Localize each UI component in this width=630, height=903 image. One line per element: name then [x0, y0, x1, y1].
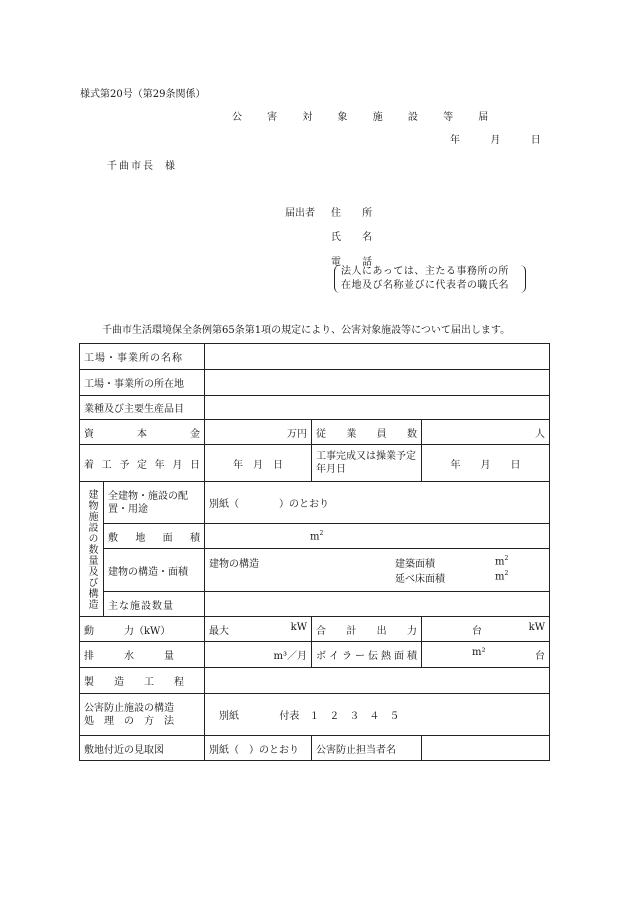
table-row — [80, 668, 550, 694]
table-row — [80, 445, 550, 482]
notifier-label: 届出者 — [285, 208, 315, 219]
total-output-kw: kW — [528, 621, 545, 633]
table-row — [80, 396, 550, 420]
structure-content — [209, 555, 545, 585]
floor-area-unit: $m^2$ — [495, 570, 509, 583]
floor-area-label: 延べ床面積 — [395, 574, 445, 585]
addressee-name: 千曲市長 — [107, 161, 155, 172]
manager-field[interactable] — [422, 736, 550, 761]
drainage-label: 排 水 量 — [80, 642, 205, 668]
corporate-note — [334, 265, 526, 293]
site-area-label: 敷 地 面 積 — [104, 524, 205, 549]
main-facilities-field[interactable] — [205, 592, 550, 617]
building-area-label: 建築面積 — [395, 559, 435, 570]
form-number: 様式第20号（第29条関係） — [80, 89, 206, 100]
pollution-label-line1: 公害防止施設の構造 — [84, 702, 174, 714]
total-output-units: 台 — [472, 625, 482, 637]
capital-field[interactable] — [205, 420, 312, 445]
addressee-honorific: 様 — [165, 161, 177, 172]
addressee — [107, 157, 177, 172]
process-label: 製 造 工 程 — [80, 668, 205, 694]
structure-field[interactable] — [205, 549, 550, 592]
date-year: 年 — [450, 135, 460, 146]
pollution-prevention-field[interactable] — [205, 694, 550, 736]
boiler-label: ボイラー伝熱面積 — [312, 642, 422, 668]
intro-text: 千曲市生活環境保全条例第65条第1項の規定により、公害対象施設等について届出します。 — [102, 325, 511, 336]
completion-date-value: 年 月 日 — [450, 459, 521, 471]
notifier-address-label: 住 所 — [331, 208, 382, 219]
manager-label: 公害防止担当者名 — [312, 736, 422, 761]
table-row — [80, 482, 550, 524]
site-map-value: 別紙（ ）のとおり — [209, 744, 299, 756]
pollution-prevention-label — [80, 694, 205, 736]
layout-value: 別紙（ ）のとおり — [209, 499, 329, 510]
building-area-unit: $m^2$ — [495, 555, 509, 568]
table-row — [80, 642, 550, 668]
table-row — [80, 736, 550, 761]
table-row — [80, 524, 550, 549]
corporate-note-line2: 在地及び名称並びに代表者の職氏名 — [341, 280, 509, 291]
pollution-label-line2: 処 理 の 方 法 — [84, 715, 174, 727]
site-map-label: 敷地付近の見取図 — [80, 736, 205, 761]
power-unit: kW — [290, 621, 307, 633]
layout-label: 全建物・施設の配置・用途 — [104, 482, 205, 524]
notifier-phone-label: 電 話 — [331, 257, 382, 268]
business-type-field[interactable] — [205, 396, 550, 420]
factory-location-label: 工場・事業所の所在地 — [80, 370, 205, 396]
start-date-value: 年 月 日 — [233, 459, 283, 471]
start-date-label: 着工予定年月日 — [80, 445, 205, 482]
table-row — [80, 370, 550, 396]
facility-form-table — [79, 343, 550, 761]
separate-sheet-label: 別紙 — [219, 711, 239, 722]
power-field[interactable] — [205, 617, 312, 642]
date-month: 月 — [490, 135, 501, 146]
boiler-count: 台 — [535, 651, 545, 662]
site-area-unit: m — [310, 531, 320, 543]
process-field[interactable] — [205, 668, 550, 694]
table-row — [80, 549, 550, 592]
power-label: 動 力（kW） — [80, 617, 205, 642]
corporate-note-line1: 法人にあっては、主たる事務所の所 — [341, 266, 509, 277]
capital-label: 資 本 金 — [80, 420, 205, 445]
site-area-field[interactable]: $m^2$ — [205, 524, 550, 549]
notifier-name-label: 氏 名 — [331, 232, 382, 243]
boiler-field[interactable] — [422, 642, 550, 668]
layout-field[interactable] — [205, 482, 550, 524]
total-output-field[interactable] — [422, 617, 550, 642]
boiler-unit: m² — [472, 647, 486, 658]
table-row — [80, 344, 550, 370]
employees-unit: 人 — [535, 428, 545, 440]
employees-label: 従 業 員 数 — [312, 420, 422, 445]
factory-name-field[interactable] — [205, 344, 550, 370]
drainage-field[interactable] — [205, 642, 312, 668]
table-row — [80, 592, 550, 617]
employees-field[interactable] — [422, 420, 550, 445]
main-facilities-label: 主な施設数量 — [104, 592, 205, 617]
drainage-unit: m³／月 — [273, 651, 307, 662]
capital-unit: 万円 — [287, 428, 307, 440]
total-output-label: 合 計 出 力 — [312, 617, 422, 642]
building-group-label: 建物施設の数量及び構造 — [80, 482, 104, 617]
table-row — [80, 617, 550, 642]
site-map-field[interactable] — [205, 736, 312, 761]
attached-table-label: 付表 １ ２ ３ ４ ５ — [279, 711, 400, 722]
table-row — [80, 420, 550, 445]
completion-date-label: 工事完成又は操業予定年月日 — [312, 445, 422, 482]
structure-value: 建物の構造 — [209, 559, 259, 570]
date-line — [450, 131, 541, 146]
factory-location-field[interactable] — [205, 370, 550, 396]
factory-name-label: 工場・事業所の名称 — [80, 344, 205, 370]
power-max-label: 最大 — [209, 625, 229, 637]
business-type-label: 業種及び主要生産品目 — [80, 396, 205, 420]
start-date-field[interactable] — [205, 445, 312, 482]
date-day: 日 — [530, 135, 541, 146]
document-title: 公 害 対 象 施 設 等 届 — [232, 112, 500, 123]
completion-date-field[interactable] — [422, 445, 550, 482]
table-row — [80, 694, 550, 736]
structure-label: 建物の構造・面積 — [104, 549, 205, 592]
